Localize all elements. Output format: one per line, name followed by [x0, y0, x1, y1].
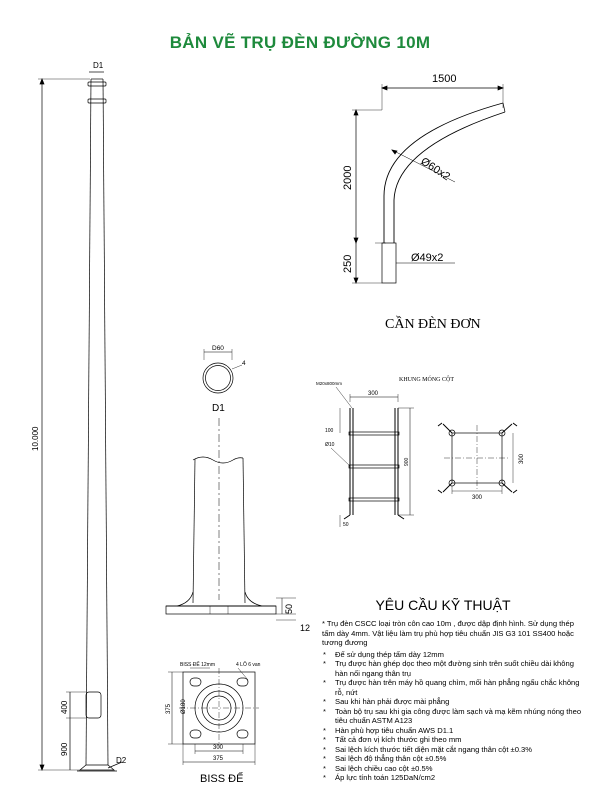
- anchor-title: KHUNG MÓNG CỘT: [399, 377, 454, 383]
- section-label: D1: [212, 403, 225, 414]
- anchor-rebar-note: Ø10: [325, 442, 335, 448]
- plate-side-dim: 375: [166, 703, 172, 714]
- requirement-item: * Áp lực tính toán 125DaN/cm2: [322, 773, 584, 783]
- anchor-foot-dim: 50: [343, 522, 349, 528]
- arm-title: CẦN ĐÈN ĐƠN: [385, 317, 481, 332]
- requirement-item: * Hàn phù hợp tiêu chuẩn AWS D1.1: [322, 726, 584, 736]
- requirement-item: * Sai lệch độ thẳng thân cột ±0.5%: [322, 754, 584, 764]
- plate-bottom-dim: 375: [213, 756, 224, 762]
- plate-title: BISS ĐẾ: [200, 773, 244, 785]
- base-height-dim: 900: [60, 742, 69, 756]
- arm-sleeve-height-dim: 250: [342, 254, 354, 273]
- requirement-item: * Đế sử dụng thép tấm dày 12mm: [322, 650, 584, 660]
- pole-door: [86, 692, 101, 718]
- anchor-100-dim: 100: [325, 428, 334, 434]
- requirement-item: * Toàn bộ trụ sau khi gia công được làm sạch và mạ kẽm nhúng nóng theo tiêu chuẩn ASTM A123: [322, 707, 584, 726]
- anchor-frame: [316, 375, 525, 528]
- pole-elevation: [31, 61, 127, 771]
- anchor-plan-bottom-dim: 300: [472, 495, 483, 501]
- requirements-list: [322, 650, 584, 783]
- flange-thickness: 12: [300, 623, 311, 633]
- requirement-item: * Sai lệch chiều cao cột ±0.5%: [322, 764, 584, 774]
- section-diameter: D60: [212, 345, 224, 352]
- door-height-dim: 400: [60, 700, 69, 714]
- requirement-item: * Sau khi hàn phải được mài phẳng: [322, 697, 584, 707]
- plate-holes-note: 4 LỖ 6 van: [236, 662, 261, 668]
- section-thickness: 4: [242, 360, 246, 367]
- requirement-item: * Trụ được hàn trên máy hồ quang chìm, mối hàn phẳng ngấu chắc không rỗ, nứt: [322, 678, 584, 697]
- arm-height-dim: 2000: [342, 165, 354, 190]
- plate-dim-note: BISS ĐẾ 12mm: [180, 662, 216, 668]
- pole-d1-label: D1: [93, 61, 104, 70]
- arm-width-dim: 1500: [432, 73, 457, 85]
- drawing-title: BẢN VẼ TRỤ ĐÈN ĐƯỜNG 10M: [169, 33, 431, 52]
- anchor-plan-side-dim: 300: [519, 453, 525, 464]
- anchor-height-dim: 900: [404, 457, 410, 466]
- arm-tube-spec: Ø60x2: [418, 155, 453, 184]
- requirement-item: * Sai lệch kích thước tiết diện mặt cắt ngang thân cột ±0.3%: [322, 745, 584, 755]
- plate-bolt-dim: 300: [213, 745, 224, 751]
- anchor-bolt-note: M20x800mm: [316, 381, 343, 386]
- arm-sleeve-spec: Ø49x2: [411, 252, 444, 264]
- requirement-item: * Trụ được hàn ghép dọc theo một đường sinh trên suốt chiều dài không hàn nối ngang thân trụ: [322, 659, 584, 678]
- pole-d2-label: D2: [116, 756, 127, 765]
- section-d1: [203, 345, 246, 414]
- arm-drawing: [342, 73, 505, 332]
- technical-requirements: [322, 597, 584, 783]
- base-detail: [166, 418, 310, 633]
- requirements-intro: * Trụ đèn CSCC loại tròn côn cao 10m , được dập định hình. Sử dụng thép tấm dày 4mm. Vật liệu làm trụ phù hợp tiêu chuẩn JIS G3 101 SS400 hoặc tương đương: [322, 619, 574, 647]
- requirements-title: YÊU CẦU KỸ THUẬT: [375, 597, 511, 613]
- requirement-item: * Tất cả đơn vị kích thước ghi theo mm: [322, 735, 584, 745]
- anchor-top-dim: 300: [368, 391, 379, 397]
- plate-inner-dia: Ø180: [181, 699, 187, 714]
- base-plate-thickness: 50: [284, 603, 294, 614]
- pole-height-dim: 10.000: [31, 426, 40, 451]
- base-plate-plan: [166, 661, 261, 785]
